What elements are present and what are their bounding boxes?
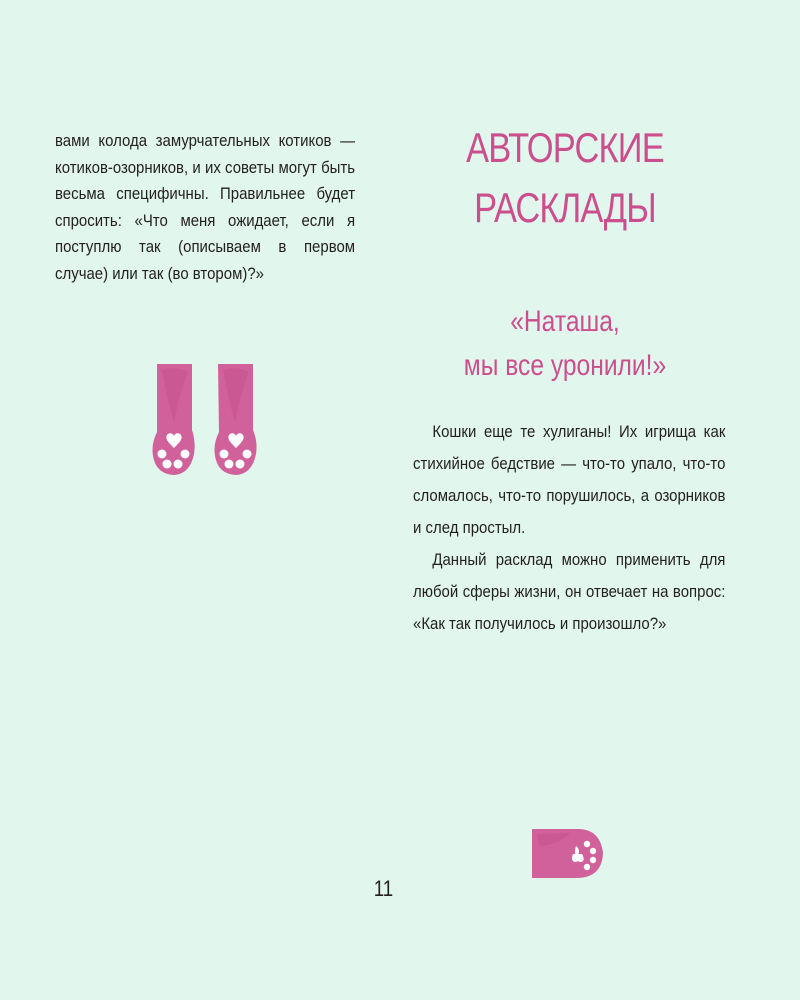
left-paragraph: вами колода замурчательных котиков — котиков-озорников, и их советы могут быть весьма специфичны. Правильнее будет спросить: «Что меня ожидает, если я поступлю так (описываем в первом случае) или так (во втором)?» (55, 131, 356, 283)
section-title-line-2: РАСКЛАДЫ (474, 184, 656, 231)
spread-title-line-1: «Наташа, (510, 305, 620, 338)
section-title (430, 118, 700, 238)
spread-title (430, 300, 700, 388)
right-paragraph-2: Данный расклад можно применить для любой сферы жизни, он отвечает на вопрос: «Как так получилось и произошло?» (413, 550, 726, 633)
right-paragraph-1: Кошки еще те хулиганы! Их игрища как стихийное бедствие — что-то упало, что-то сломалось, что-то порушилось, а озорников и след простыл. (413, 422, 726, 537)
page-number: 11 (373, 876, 394, 901)
cat-paw-side-icon (530, 826, 608, 887)
section-title-line-1: АВТОРСКИЕ (466, 124, 664, 171)
left-page-text (55, 128, 355, 287)
spread-title-line-2: мы все уронили!» (463, 349, 667, 382)
cat-paws-hanging-icon (150, 362, 260, 487)
right-page-text (413, 416, 725, 640)
